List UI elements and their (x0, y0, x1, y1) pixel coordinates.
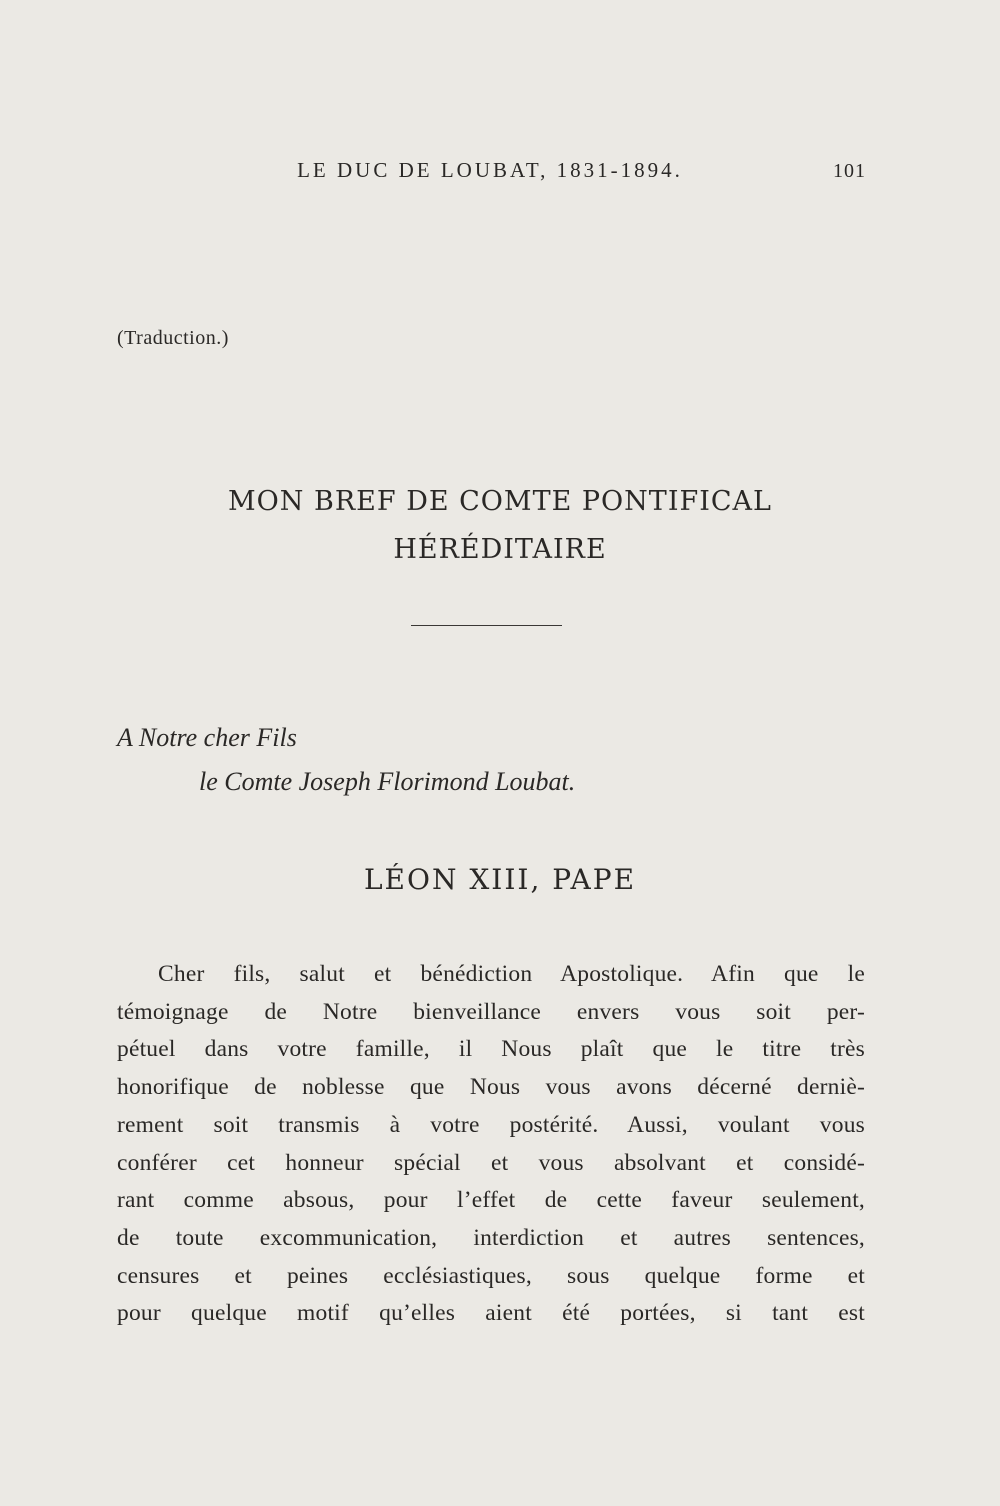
translation-note: (Traduction.) (117, 327, 229, 349)
title-line-2: HÉRÉDITAIRE (393, 534, 607, 565)
body-line: Cher fils, salut et bénédiction Apostolique. Afin que le (158, 961, 865, 987)
body-line: rement soit transmis à votre postérité. Aussi, voulant vous (117, 1111, 865, 1138)
body-line: témoignage de Notre bienveillance envers vous soit per- (117, 998, 865, 1025)
section-heading: LÉON XIII, PAPE (363, 863, 637, 896)
body-line: conférer cet honneur spécial et vous absolvant et considé- (117, 1149, 865, 1176)
divider-rule (411, 625, 562, 626)
body-line: honorifique de noblesse que Nous vous avons décerné derniè- (117, 1074, 865, 1101)
address-block (117, 716, 575, 804)
running-head: LE DUC DE LOUBAT, 1831-1894. (297, 158, 683, 182)
title-line-1: MON BREF DE COMTE PONTIFICAL (228, 486, 772, 517)
document-title (0, 478, 1000, 574)
body-line: rant comme absous, pour l’effet de cette faveur seulement, (117, 1187, 865, 1214)
body-line: de toute excommunication, interdiction et autres sentences, (117, 1224, 865, 1251)
address-line-1: A Notre cher Fils (117, 723, 297, 752)
body-line: pour quelque motif qu’elles aient été portées, si tant est (117, 1300, 865, 1327)
address-line-2: le Comte Joseph Florimond Loubat. (199, 767, 576, 796)
page-number: 101 (833, 160, 866, 182)
body-line: pétuel dans votre famille, il Nous plaît que le titre très (117, 1036, 865, 1063)
body-paragraph (117, 956, 865, 1333)
body-line: censures et peines ecclésiastiques, sous quelque forme et (117, 1262, 865, 1289)
